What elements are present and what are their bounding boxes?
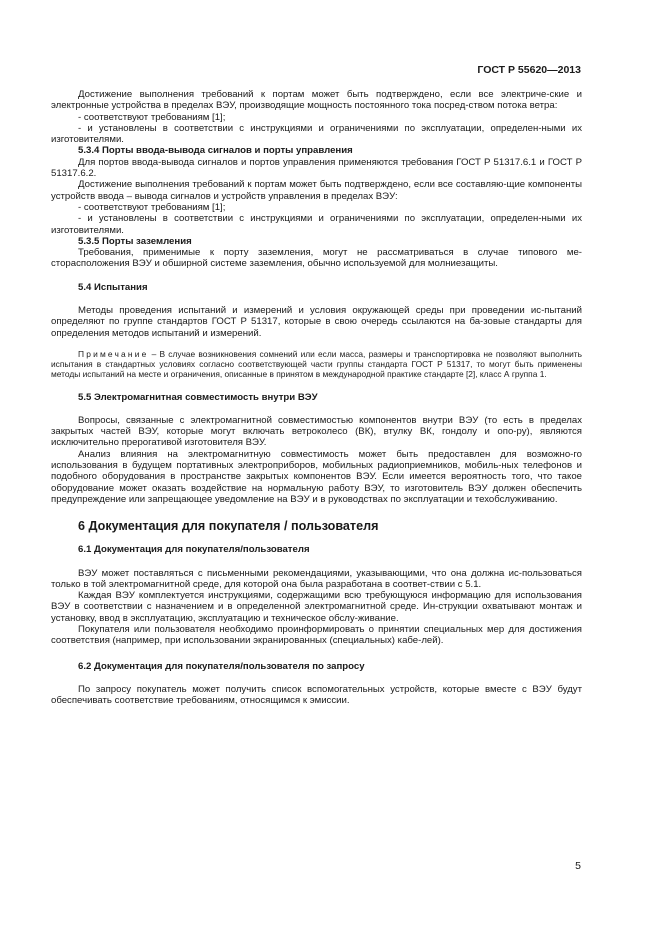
list-item: - соответствуют требованиям [1]; [78, 111, 226, 123]
section-heading-5-4: 5.4 Испытания [78, 281, 148, 293]
list-item: - и установлены в соответствии с инструкциями и ограничениями по эксплуатации, определен-ными их изготовителями. [51, 122, 582, 146]
paragraph: Достижение выполнения требований к портам может быть подтверждено, если все электриче-ские и электронные устройства в пределах ВЭУ, производящие мощность постоянного тока посред-ством потока ветра: [51, 89, 582, 112]
document-header-id: ГОСТ Р 55620—2013 [477, 64, 581, 76]
note-text: – В случае возникновения сомнений или если масса, размеры и транспортировка не позволяют выполнить испытания в стандартных условиях согласно соответствующей части группы стандарта ГОСТ Р 51317, то могут быть применены методы испытаний на месте и ограничения, описанные в принятом в международной практике стандарте [2], класс А группа 1. [51, 348, 582, 380]
document-body [51, 89, 582, 706]
list-item: - соответствуют требованиям [1]; [78, 201, 226, 213]
paragraph: По запросу покупатель может получить список вспомогательных устройств, которые вместе с ВЭУ будут обеспечивать соответствие требованиям, относящимся к эмиссии. [51, 683, 582, 707]
paragraph: Анализ влияния на электромагнитную совместимость может быть предоставлен для возможно-го использования в будущем портативных электроприборов, мобильных радиоприемников, мобиль-ных телефонов и подобного оборудования в пространстве закрытых компонентов ВЭУ. Если имеется вероятность того, что такое оборудование может оказать воздействие на нормальную работу ВЭУ, то изготовитель ВЭУ должен обеспечить предупреждение или запрещающее уведомление на ВЭУ и в руководствах по эксплуатации и техобслуживанию. [51, 448, 582, 505]
page-number: 5 [575, 860, 581, 872]
paragraph: ВЭУ может поставляться с письменными рекомендациями, указывающими, что она должна ис-пользоваться только в той электромагнитной среде, для которой она была разработана в соответ-ствии с 5.1. [51, 567, 582, 590]
section-heading-6-2: 6.2 Документация для покупателя/пользователя по запросу [78, 660, 365, 672]
paragraph: Каждая ВЭУ комплектуется инструкциями, содержащими всю требующуюся информацию для использования ВЭУ в соответствии с назначением и в определенной электромагнитной среде. Ин-струкции охватывают монтаж и установку, ввод в эксплуатацию, эксплуатацию и техническое обслу-живание. [51, 590, 582, 624]
paragraph: Покупателя или пользователя необходимо проинформировать о принятии специальных мер для достижения соответствия (например, при использовании экранированных (специальных) кабе-лей). [51, 624, 582, 647]
paragraph: Вопросы, связанные с электромагнитной совместимостью компонентов внутри ВЭУ (то есть в пределах закрытых частей ВЭУ, которые могут включать ветроколесо (ВК), втулку ВК, гондолу и опо-ру), являются исключительно прерогативой изготовителя ВЭУ. [51, 414, 582, 449]
list-item: - и установлены в соответствии с инструкциями и ограничениями по эксплуатации, определен-ными их изготовителями. [51, 213, 582, 236]
paragraph: Требования, применимые к порту заземления, могут не рассматриваться в случае типового ме-сторасположения ВЭУ и обширной системе заземления, обычно используемой для молниезащиты. [51, 247, 582, 270]
note [51, 349, 582, 380]
section-heading-5-5: 5.5 Электромагнитная совместимость внутри ВЭУ [78, 391, 318, 403]
paragraph: Достижение выполнения требований к портам может быть подтверждено, если все составляю-щие компоненты устройств ввода – вывода сигналов и устройств управления в пределах ВЭУ: [51, 179, 582, 202]
section-heading-6: 6 Документация для покупателя / пользователя [78, 519, 379, 534]
paragraph: Методы проведения испытаний и измерений и условия окружающей среды при проведении ис-пытаний определяют по группе стандартов ГОСТ Р 51317, которые в свою очередь ссылаются на ба-зовые стандарты для определения методов испытаний и измерений. [51, 305, 582, 339]
section-heading-5-3-4: 5.3.4 Порты ввода-вывода сигналов и порты управления [78, 145, 353, 157]
section-heading-5-3-5: 5.3.5 Порты заземления [78, 235, 192, 247]
paragraph: Для портов ввода-вывода сигналов и портов управления применяются требования ГОСТ Р 51317.6.1 и ГОСТ Р 51317.6.2. [51, 156, 582, 180]
note-label: Примечание [78, 348, 149, 359]
section-heading-6-1: 6.1 Документация для покупателя/пользователя [78, 544, 310, 556]
